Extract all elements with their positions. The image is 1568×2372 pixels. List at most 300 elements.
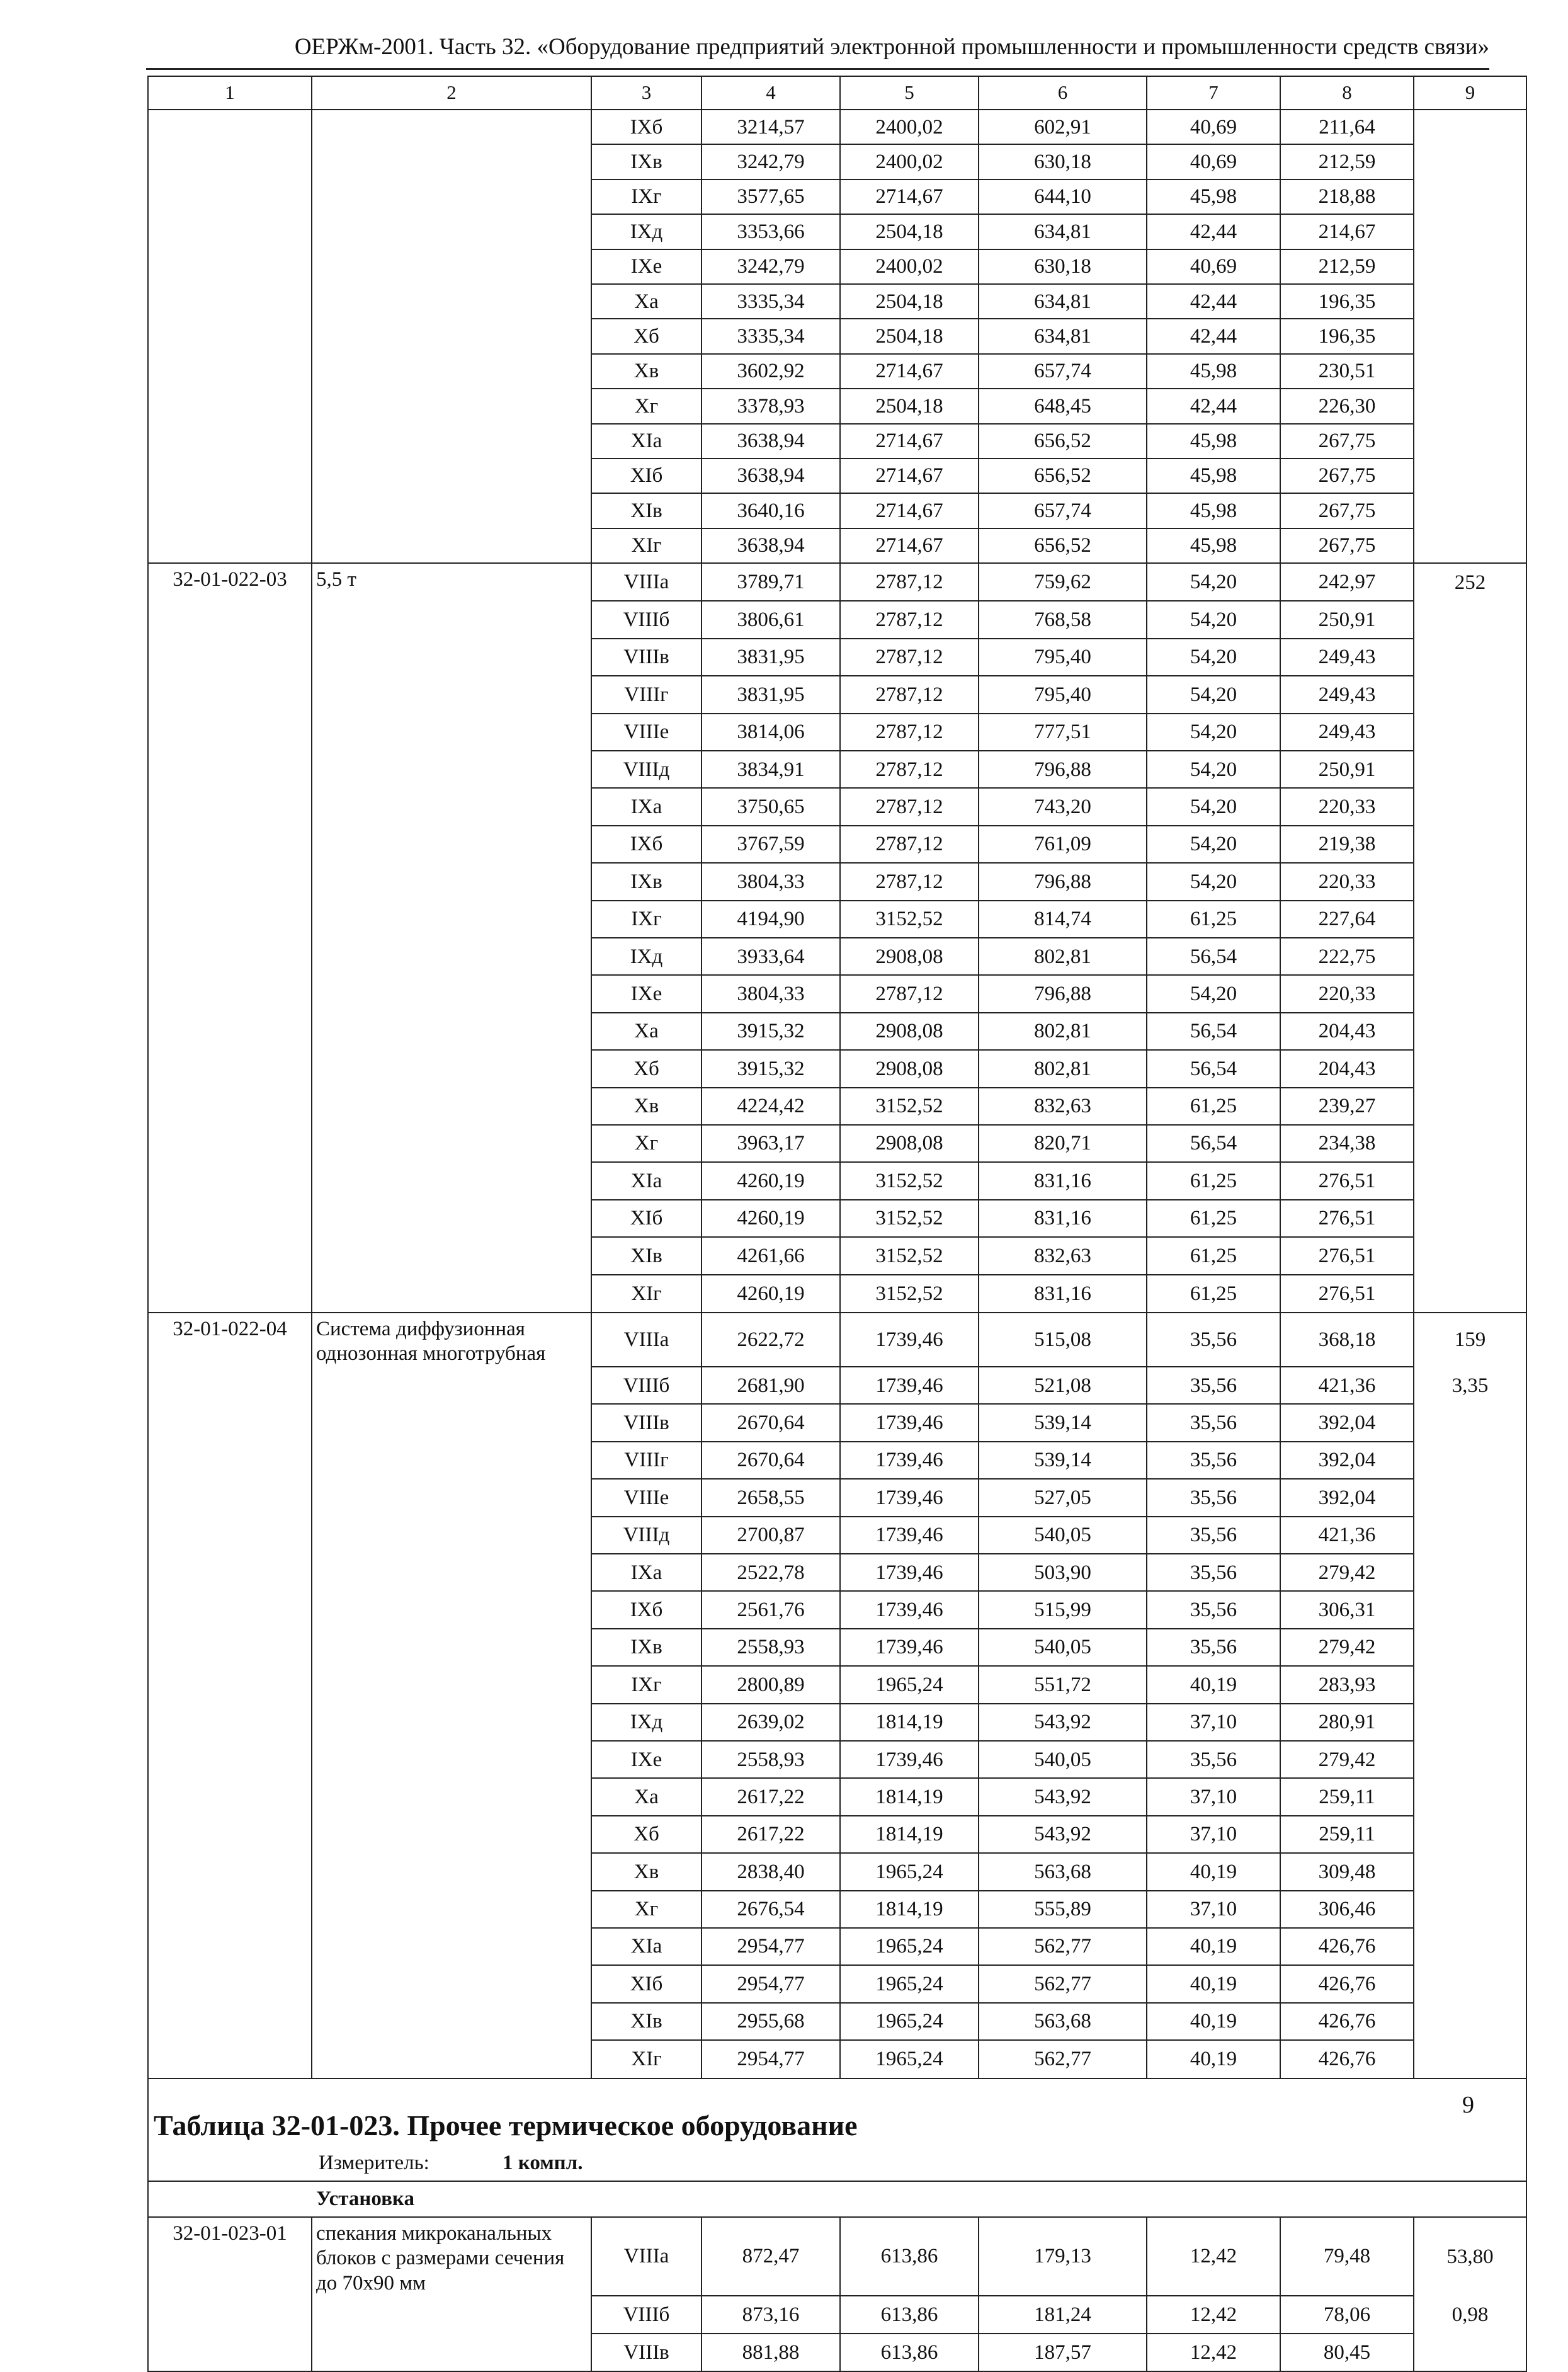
cost-total-cell: 3638,94 [702,459,840,493]
machines-cell: 802,81 [979,938,1147,975]
category-cell: Xг [591,389,702,423]
code-cell [148,601,312,638]
machinist-wages-cell: 42,44 [1147,319,1280,353]
code-cell [148,459,312,493]
machinist-wages-cell: 54,20 [1147,863,1280,900]
cost-total-cell: 2558,93 [702,1741,840,1778]
section-row [148,2181,1526,2217]
category-cell: VIIIг [591,1442,702,1479]
equipment-mass-cell [1414,214,1526,249]
cost-total-cell: 3335,34 [702,319,840,353]
category-cell: IXд [591,1704,702,1741]
wages-cell: 2787,12 [840,563,979,601]
machines-cell: 657,74 [979,354,1147,389]
wages-cell: 1739,46 [840,1313,979,1367]
wages-cell: 2787,12 [840,826,979,863]
cost-total-cell: 3335,34 [702,284,840,319]
machinist-wages-cell: 35,56 [1147,1554,1280,1591]
code-cell [148,110,312,144]
category-cell: VIIIд [591,751,702,788]
code-cell [148,1741,312,1778]
equipment-mass-cell [1414,1162,1526,1199]
code-cell [148,144,312,179]
equipment-mass-cell [1414,714,1526,751]
table-row [148,563,1526,601]
machinist-wages-cell: 37,10 [1147,1778,1280,1815]
category-cell: IXа [591,788,702,825]
cost-total-cell: 3602,92 [702,354,840,389]
wages-cell: 2787,12 [840,788,979,825]
measure-value: 1 компл. [503,2151,583,2174]
materials-cell: 306,31 [1280,1591,1414,1628]
cost-total-cell: 881,88 [702,2334,840,2371]
machines-cell: 831,16 [979,1275,1147,1313]
materials-cell: 267,75 [1280,528,1414,563]
materials-cell: 249,43 [1280,714,1414,751]
name-cell [312,180,591,214]
cost-total-cell: 3834,91 [702,751,840,788]
machinist-wages-cell: 40,19 [1147,1965,1280,2002]
equipment-mass-cell [1414,319,1526,353]
column-number: 2 [312,76,591,110]
name-cell [312,354,591,389]
materials-cell: 214,67 [1280,214,1414,249]
table-row [148,1853,1526,1890]
code-cell [148,2296,312,2333]
name-cell [312,1853,591,1890]
code-cell [148,180,312,214]
cost-total-cell: 3214,57 [702,110,840,144]
category-cell: IXа [591,1554,702,1591]
category-cell: Xг [591,1125,702,1162]
code-cell [148,1237,312,1274]
name-cell [312,863,591,900]
equipment-mass-cell [1414,249,1526,284]
code-cell [148,714,312,751]
code-cell [148,938,312,975]
name-cell [312,2334,591,2371]
code-cell [148,1778,312,1815]
name-cell [312,1517,591,1554]
table-row [148,1088,1526,1125]
table-row [148,1125,1526,1162]
table-row [148,863,1526,900]
materials-cell: 267,75 [1280,459,1414,493]
category-cell: XIг [591,528,702,563]
equipment-mass-cell [1414,751,1526,788]
wages-cell: 3152,52 [840,1200,979,1237]
equipment-mass-cell [1414,1816,1526,1853]
name-cell [312,493,591,528]
table-row [148,1704,1526,1741]
cost-total-cell: 4194,90 [702,901,840,938]
equipment-mass-cell [1414,826,1526,863]
machines-cell: 179,13 [979,2217,1147,2296]
machinist-wages-cell: 54,20 [1147,563,1280,601]
machinist-wages-cell: 12,42 [1147,2334,1280,2371]
category-cell: Xв [591,1853,702,1890]
wages-cell: 2714,67 [840,424,979,459]
category-cell: Xб [591,1050,702,1087]
materials-cell: 78,06 [1280,2296,1414,2333]
code-cell [148,1591,312,1628]
machinist-wages-cell: 61,25 [1147,1275,1280,1313]
cost-total-cell: 2670,64 [702,1442,840,1479]
materials-cell: 220,33 [1280,788,1414,825]
wages-cell: 1739,46 [840,1404,979,1441]
equipment-mass-cell [1414,1200,1526,1237]
machinist-wages-cell: 40,19 [1147,2040,1280,2078]
code-cell [148,1275,312,1313]
table-row [148,1778,1526,1815]
code-cell: 32-01-022-04 [148,1313,312,1367]
wages-cell: 3152,52 [840,901,979,938]
column-number: 5 [840,76,979,110]
table-row [148,1965,1526,2002]
category-cell: XIб [591,1200,702,1237]
wages-cell: 1739,46 [840,1629,979,1666]
wages-cell: 1739,46 [840,1442,979,1479]
name-cell [312,676,591,713]
machines-cell: 563,68 [979,1853,1147,1890]
name-cell [312,1591,591,1628]
name-cell [312,459,591,493]
materials-cell: 392,04 [1280,1479,1414,1516]
category-cell: IXг [591,1666,702,1703]
equipment-mass-cell [1414,110,1526,144]
materials-cell: 283,93 [1280,1666,1414,1703]
machines-cell: 543,92 [979,1778,1147,1815]
category-cell: IXб [591,110,702,144]
equipment-mass-cell [1414,2003,1526,2040]
materials-cell: 212,59 [1280,144,1414,179]
wages-cell: 2787,12 [840,975,979,1012]
materials-cell: 276,51 [1280,1200,1414,1237]
machinist-wages-cell: 42,44 [1147,389,1280,423]
category-cell: VIIIг [591,676,702,713]
category-cell: XIб [591,459,702,493]
table-row [148,901,1526,938]
materials-cell: 218,88 [1280,180,1414,214]
name-cell [312,1313,591,1367]
machinist-wages-cell: 54,20 [1147,601,1280,638]
category-cell: XIг [591,1275,702,1313]
table-row [148,180,1526,214]
name-cell [312,1013,591,1050]
table-row [148,1050,1526,1087]
cost-total-cell: 3915,32 [702,1050,840,1087]
table-row [148,424,1526,459]
machinist-wages-cell: 40,69 [1147,249,1280,284]
wages-cell: 2787,12 [840,863,979,900]
machines-cell: 602,91 [979,110,1147,144]
wages-cell: 2504,18 [840,389,979,423]
equipment-mass-cell [1414,1704,1526,1741]
code-cell [148,2334,312,2371]
machinist-wages-cell: 35,56 [1147,1367,1280,1404]
wages-cell: 613,86 [840,2334,979,2371]
machines-cell: 657,74 [979,493,1147,528]
code-cell [148,1891,312,1928]
category-cell: Xа [591,1013,702,1050]
machines-cell: 540,05 [979,1741,1147,1778]
header-rule [146,68,1489,70]
cost-total-cell: 3640,16 [702,493,840,528]
equipment-mass-cell [1414,1853,1526,1890]
name-cell [312,1125,591,1162]
wages-cell: 2787,12 [840,676,979,713]
cost-total-cell: 2681,90 [702,1367,840,1404]
category-cell: VIIIв [591,639,702,676]
equipment-mass-cell [1414,389,1526,423]
name-cell [312,1554,591,1591]
machinist-wages-cell: 54,20 [1147,714,1280,751]
category-cell: IXе [591,975,702,1012]
machinist-wages-cell: 42,44 [1147,284,1280,319]
category-cell: IXе [591,249,702,284]
machines-cell: 820,71 [979,1125,1147,1162]
cost-total-cell: 2622,72 [702,1313,840,1367]
cost-total-cell: 2561,76 [702,1591,840,1628]
cost-total-cell: 3814,06 [702,714,840,751]
code-cell [148,975,312,1012]
cost-total-cell: 2955,68 [702,2003,840,2040]
equipment-mass-cell [1414,424,1526,459]
code-cell [148,1367,312,1404]
machines-cell: 648,45 [979,389,1147,423]
cost-total-cell: 3577,65 [702,180,840,214]
table-row [148,676,1526,713]
cost-total-cell: 3750,65 [702,788,840,825]
materials-cell: 242,97 [1280,563,1414,601]
code-cell [148,1816,312,1853]
name-cell [312,424,591,459]
table-title-row [148,2078,1526,2146]
table-row [148,1200,1526,1237]
materials-cell: 80,45 [1280,2334,1414,2371]
name-cell [312,110,591,144]
equipment-mass-cell [1414,1275,1526,1313]
code-cell [148,284,312,319]
wages-cell: 1965,24 [840,1666,979,1703]
name-cell [312,1629,591,1666]
code-cell [148,639,312,676]
machinist-wages-cell: 54,20 [1147,751,1280,788]
machines-cell: 831,16 [979,1200,1147,1237]
materials-cell: 426,76 [1280,1965,1414,2002]
name-cell [312,601,591,638]
machines-cell: 644,10 [979,180,1147,214]
materials-cell: 392,04 [1280,1442,1414,1479]
measure-cell [148,2146,1526,2181]
column-number: 1 [148,76,312,110]
table-row [148,938,1526,975]
cost-total-cell: 3831,95 [702,639,840,676]
cost-total-cell: 3378,93 [702,389,840,423]
code-cell [148,1200,312,1237]
code-cell [148,1704,312,1741]
running-header: ОЕРЖм-2001. Часть 32. «Оборудование предприятий электронной промышленности и промышленности средств связи» [294,34,1489,60]
category-cell: XIв [591,2003,702,2040]
equipment-mass-cell [1414,1591,1526,1628]
wages-cell: 3152,52 [840,1162,979,1199]
equipment-mass-cell: 3,35 [1414,1367,1526,1404]
machinist-wages-cell: 45,98 [1147,180,1280,214]
equipment-mass-cell [1414,1741,1526,1778]
cost-total-cell: 872,47 [702,2217,840,2296]
machines-cell: 796,88 [979,863,1147,900]
code-cell [148,1853,312,1890]
code-cell [148,354,312,389]
table-row [148,1162,1526,1199]
table-row [148,1479,1526,1516]
name-cell [312,2040,591,2078]
name-cell [312,249,591,284]
materials-cell: 426,76 [1280,2040,1414,2078]
materials-cell: 276,51 [1280,1237,1414,1274]
cost-total-cell: 2617,22 [702,1816,840,1853]
code-cell [148,1404,312,1441]
materials-cell: 220,33 [1280,975,1414,1012]
equipment-mass-cell [1414,144,1526,179]
code-cell [148,389,312,423]
cost-total-cell: 2954,77 [702,1928,840,1965]
table-row [148,249,1526,284]
name-cell [312,1237,591,1274]
materials-cell: 279,42 [1280,1741,1414,1778]
machinist-wages-cell: 40,19 [1147,1666,1280,1703]
category-cell: VIIIа [591,2217,702,2296]
table-row [148,1367,1526,1404]
category-cell: XIг [591,2040,702,2078]
materials-cell: 249,43 [1280,639,1414,676]
machines-cell: 181,24 [979,2296,1147,2333]
name-cell [312,1928,591,1965]
table-row [148,1816,1526,1853]
machinist-wages-cell: 56,54 [1147,1050,1280,1087]
category-cell: IXг [591,901,702,938]
wages-cell: 2908,08 [840,1013,979,1050]
materials-cell: 204,43 [1280,1013,1414,1050]
name-cell [312,1741,591,1778]
table-row [148,1591,1526,1628]
category-cell: IXв [591,1629,702,1666]
name-cell [312,563,591,601]
code-cell [148,1554,312,1591]
machinist-wages-cell: 37,10 [1147,1704,1280,1741]
table-row [148,2040,1526,2078]
cost-total-cell: 3789,71 [702,563,840,601]
code-cell [148,826,312,863]
wages-cell: 2400,02 [840,249,979,284]
machines-cell: 515,99 [979,1591,1147,1628]
table-row [148,493,1526,528]
cost-total-cell: 2658,55 [702,1479,840,1516]
machines-cell: 796,88 [979,975,1147,1012]
table-row [148,826,1526,863]
cost-total-cell: 3831,95 [702,676,840,713]
table-row [148,1629,1526,1666]
cost-total-cell: 2838,40 [702,1853,840,1890]
equipment-mass-cell [1414,788,1526,825]
materials-cell: 250,91 [1280,751,1414,788]
name-cell [312,2003,591,2040]
category-cell: IXд [591,938,702,975]
wages-cell: 1814,19 [840,1778,979,1815]
materials-cell: 426,76 [1280,1928,1414,1965]
machinist-wages-cell: 35,56 [1147,1629,1280,1666]
code-cell [148,1666,312,1703]
name-cell [312,2296,591,2333]
equipment-mass-cell [1414,1891,1526,1928]
equipment-mass-cell [1414,2334,1526,2371]
equipment-mass-cell [1414,1666,1526,1703]
name-cell [312,1442,591,1479]
machines-cell: 630,18 [979,144,1147,179]
cost-total-cell: 2676,54 [702,1891,840,1928]
cost-total-cell: 3638,94 [702,424,840,459]
code-cell: 32-01-023-01 [148,2217,312,2296]
column-number: 9 [1414,76,1526,110]
cost-total-cell: 4260,19 [702,1200,840,1237]
machinist-wages-cell: 37,10 [1147,1816,1280,1853]
category-cell: VIIIа [591,1313,702,1367]
machinist-wages-cell: 42,44 [1147,214,1280,249]
materials-cell: 421,36 [1280,1517,1414,1554]
machines-cell: 515,08 [979,1313,1147,1367]
machinist-wages-cell: 45,98 [1147,493,1280,528]
cost-total-cell: 2800,89 [702,1666,840,1703]
code-cell [148,2040,312,2078]
machinist-wages-cell: 61,25 [1147,1237,1280,1274]
table-row [148,1741,1526,1778]
machines-cell: 539,14 [979,1404,1147,1441]
name-cell [312,751,591,788]
equipment-mass-cell [1414,1554,1526,1591]
machinist-wages-cell: 40,69 [1147,144,1280,179]
wages-cell: 2787,12 [840,751,979,788]
materials-cell: 220,33 [1280,863,1414,900]
materials-cell: 79,48 [1280,2217,1414,2296]
name-cell [312,1891,591,1928]
cost-total-cell: 3353,66 [702,214,840,249]
equipment-mass-cell [1414,1237,1526,1274]
machines-cell: 832,63 [979,1088,1147,1125]
equipment-mass-cell [1414,1479,1526,1516]
wages-cell: 2714,67 [840,528,979,563]
wages-cell: 1739,46 [840,1479,979,1516]
equipment-mass-cell [1414,601,1526,638]
equipment-mass-cell [1414,938,1526,975]
equipment-mass-cell [1414,2040,1526,2078]
wages-cell: 2504,18 [840,319,979,353]
name-cell [312,938,591,975]
price-table [147,76,1527,2372]
equipment-mass-cell [1414,493,1526,528]
machinist-wages-cell: 61,25 [1147,1088,1280,1125]
wages-cell: 2714,67 [840,180,979,214]
equipment-mass-cell [1414,1928,1526,1965]
table-row [148,2334,1526,2371]
materials-cell: 230,51 [1280,354,1414,389]
machines-cell: 796,88 [979,751,1147,788]
code-cell [148,1517,312,1554]
equipment-mass-cell [1414,1013,1526,1050]
equipment-mass-cell [1414,1088,1526,1125]
code-cell [148,214,312,249]
materials-cell: 309,48 [1280,1853,1414,1890]
category-cell: IXг [591,180,702,214]
